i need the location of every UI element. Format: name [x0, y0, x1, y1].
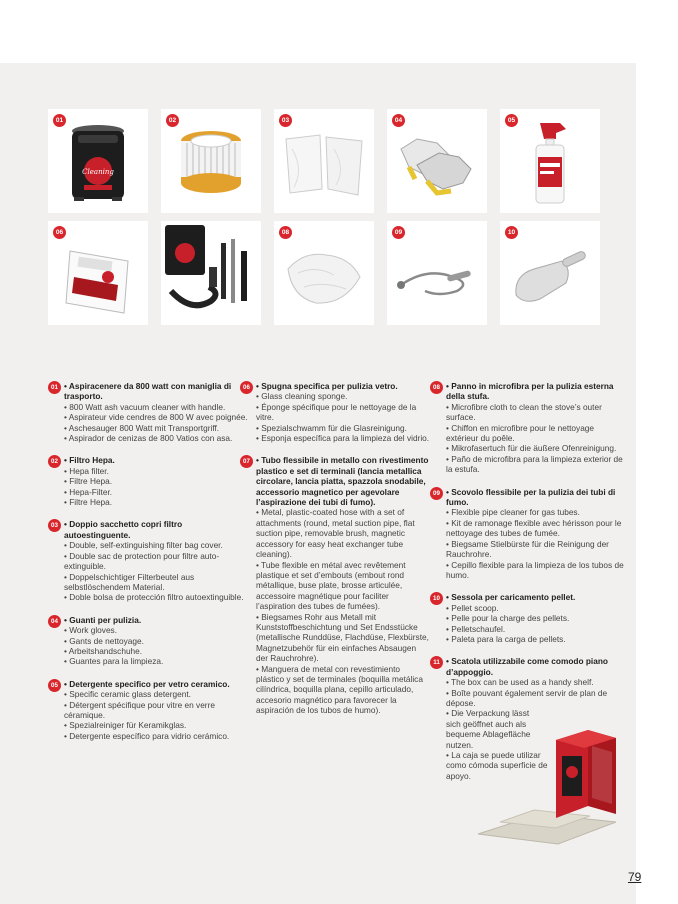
- item-line: • Double, self-extinguishing filter bag cover.: [64, 540, 223, 551]
- item-line: • Gants de nettoyage.: [64, 635, 144, 646]
- item-line: • 800 Watt ash vacuum cleaner with handle.: [64, 401, 226, 412]
- item-line: • Flexible pipe cleaner for gas tubes.: [446, 507, 580, 518]
- item-line: • Tube flexible en métal avec revêtement plastique et set d’embouts (embout rond métallique, buse plate, brosse articulée, accessoire magnétique pour faciliter l’aspiration des tubes de fumées).: [256, 559, 406, 612]
- product-tile-09: [387, 221, 487, 325]
- item-title: • Scatola utilizzabile come comodo piano d’appoggio.: [446, 656, 608, 677]
- item-line: • Doble bolsa de protección filtro autoextinguible.: [64, 592, 244, 603]
- item-line: • Cepillo flexible para la limpieza de los tubos de humo.: [446, 559, 624, 580]
- item-line: • Paño de microfibra para la limpieza exterior de la estufa.: [446, 453, 623, 475]
- item-line: • Arbeitshandschuhe.: [64, 645, 143, 656]
- filter-bags-icon: [274, 109, 374, 213]
- item-line: • Biegsame Stielbürste für die Reinigung der Rauchrohre.: [446, 538, 609, 560]
- item-title: • Doppio sacchetto copri filtro autoestinguente.: [64, 519, 183, 540]
- text-column-3: [430, 381, 626, 781]
- product-tile-01: [48, 109, 148, 213]
- item-line: • Metal, plastic-coated hose with a set of attachments (round, metal suction pipe, flat suction pipe, removable brush, magnetic accessory for easy heat exchanger tube cleaning).: [256, 507, 415, 560]
- item-line: • Pellet scoop.: [446, 602, 499, 613]
- item-05: [48, 679, 248, 741]
- item-line: • Pelletschaufel.: [446, 623, 506, 634]
- item-line: • Glass cleaning sponge.: [256, 391, 348, 402]
- hepa-filter-icon: [161, 109, 261, 213]
- work-gloves-icon: [387, 109, 487, 213]
- product-tile-10: [500, 221, 600, 325]
- item-07: [240, 455, 430, 715]
- product-tile-03: [274, 109, 374, 213]
- item-line: • Filtre Hepa.: [64, 497, 113, 508]
- svg-text:Cleaning: Cleaning: [82, 168, 114, 176]
- item-title: • Tubo flessibile in metallo con rivestimento plastico e set di terminali (lancia metallica circolare, lancia piatta, spazzola snodabile, accessorio magnetico per agevolare l’aspirazione dei tubi di fumo).: [256, 455, 429, 508]
- pipe-cleaner-icon: [387, 221, 487, 325]
- microfibre-cloth-icon: [274, 221, 374, 325]
- item-line: • Paleta para la carga de pellets.: [446, 633, 566, 644]
- item-line: • Boîte pouvant également servir de plan de dépose.: [446, 687, 608, 708]
- tile-number: 04: [392, 114, 405, 127]
- item-02: [48, 455, 248, 507]
- tile-number: 01: [53, 114, 66, 127]
- item-badge: 11: [430, 656, 443, 669]
- item-badge: 07: [240, 455, 253, 468]
- item-badge: 09: [430, 487, 443, 500]
- item-line: • Manguera de metal con revestimiento plástico y set de terminales (boquilla metálica cilíndrica, boquilla plana, cepillo articulado, accesorio magnético para favorecer la aspiración de los tubos de humo).: [256, 663, 423, 716]
- item-line: • Pelle pour la charge des pellets.: [446, 613, 570, 624]
- page-number: 79: [628, 870, 642, 884]
- tile-number: 03: [279, 114, 292, 127]
- item-line: • Chiffon en microfibre pour le nettoyage extérieur du poêle.: [446, 422, 595, 444]
- product-tile-08: [274, 221, 374, 325]
- item-line: • Work gloves.: [64, 625, 118, 636]
- item-04: [48, 615, 248, 667]
- item-line: • Aspirateur vide cendres de 800 W avec poignée.: [64, 412, 248, 423]
- item-badge: 04: [48, 615, 61, 628]
- item-line: • Détergent spécifique pour vitre en verre céramique.: [64, 699, 215, 720]
- item-10: [430, 592, 626, 644]
- item-badge: 01: [48, 381, 61, 394]
- item-title: • Spugna specifica per pulizia vetro.: [256, 381, 398, 391]
- product-tile-07: [161, 221, 261, 325]
- item-line: • Die Verpackung lässt sich geöffnet auch als bequeme Ablagefläche nutzen.: [446, 708, 531, 750]
- item-title: • Scovolo flessibile per la pulizia dei tubi di fumo.: [446, 486, 616, 508]
- item-title: • Sessola per caricamento pellet.: [446, 592, 576, 603]
- item-line: • Kit de ramonage flexible avec hérisson pour le nettoyage des tubes de fumée.: [446, 517, 622, 539]
- item-line: • Filtre Hepa.: [64, 476, 113, 487]
- item-badge: 03: [48, 519, 61, 532]
- item-line: • Aspirador de cenizas de 800 Vatios con asa.: [64, 433, 233, 444]
- item-title: • Panno in microfibra per la pulizia esterna della stufa.: [446, 381, 614, 402]
- item-01: [48, 381, 248, 443]
- item-line: • Guantes para la limpieza.: [64, 656, 164, 667]
- item-badge: 08: [430, 381, 443, 394]
- item-title: • Detergente specifico per vetro ceramico.: [64, 678, 230, 689]
- item-badge: 05: [48, 679, 61, 692]
- item-badge: 10: [430, 592, 443, 605]
- item-line: • Microfibre cloth to clean the stove’s outer surface.: [446, 401, 602, 423]
- item-line: • Esponja específica para la limpieza del vidrio.: [256, 433, 430, 444]
- tile-number: 10: [505, 226, 518, 239]
- tile-number: 08: [279, 226, 292, 239]
- item-title: • Guanti per pulizia.: [64, 614, 142, 625]
- item-badge: 02: [48, 455, 61, 468]
- pellet-scoop-icon: [500, 221, 600, 325]
- item-08: [430, 381, 626, 475]
- item-line: • Biegsames Rohr aus Metall mit Kunststoffbeschichtung und Set Endsstücke (metallische Runddüse, Flachdüse, Flexbürste, Magnetzubehör für ein einfaches Absaugen der Rauchrohre).: [256, 611, 429, 664]
- item-03: [48, 519, 248, 602]
- tile-number: 05: [505, 114, 518, 127]
- glass-sponge-icon: [48, 221, 148, 325]
- item-06: [240, 381, 430, 443]
- item-line: • Hepa filter.: [64, 465, 109, 476]
- glass-detergent-icon: [500, 109, 600, 213]
- flexible-tube-kit-icon: [161, 221, 261, 325]
- item-line: • Aschesauger 800 Watt mit Transportgriff.: [64, 422, 220, 433]
- product-tile-02: [161, 109, 261, 213]
- item-line: • Hepa-Filter.: [64, 486, 113, 497]
- tile-number: 06: [53, 226, 66, 239]
- item-line: • Mikrofasertuch für die äußere Ofenreinigung.: [446, 443, 617, 454]
- text-column-1: [48, 381, 248, 741]
- text-column-2: [240, 381, 430, 716]
- item-line: • The box can be used as a handy shelf.: [446, 677, 594, 688]
- product-tile-05: [500, 109, 600, 213]
- item-line: • Spezialreiniger für Keramikglas.: [64, 720, 187, 731]
- opened-box-illustration: [470, 726, 620, 850]
- item-line: • Detergente específico para vidrio cerámico.: [64, 730, 230, 741]
- item-title: • Filtro Hepa.: [64, 455, 115, 466]
- item-title: • Aspiracenere da 800 watt con maniglia di trasporto.: [64, 381, 232, 402]
- product-tile-04: [387, 109, 487, 213]
- item-line: • Éponge spécifique pour le nettoyage de la vitre.: [256, 401, 417, 423]
- item-line: • Doppelschichtiger Filterbeutel aus selbstlöschendem Material.: [64, 571, 195, 592]
- item-line: • Spezialschwamm für die Glasreinigung.: [256, 422, 407, 433]
- item-line: • Specific ceramic glass detergent.: [64, 689, 191, 700]
- product-tile-06: [48, 221, 148, 325]
- ash-vacuum-icon: [48, 109, 148, 213]
- tile-number: 09: [392, 226, 405, 239]
- item-line: • Double sac de protection pour filtre auto-extinguible.: [64, 550, 220, 572]
- item-badge: 06: [240, 381, 253, 394]
- tile-number: 02: [166, 114, 179, 127]
- item-09: [430, 487, 626, 581]
- item-line: • La caja se puede utilizar como cómoda superficie de apoyo.: [446, 750, 548, 781]
